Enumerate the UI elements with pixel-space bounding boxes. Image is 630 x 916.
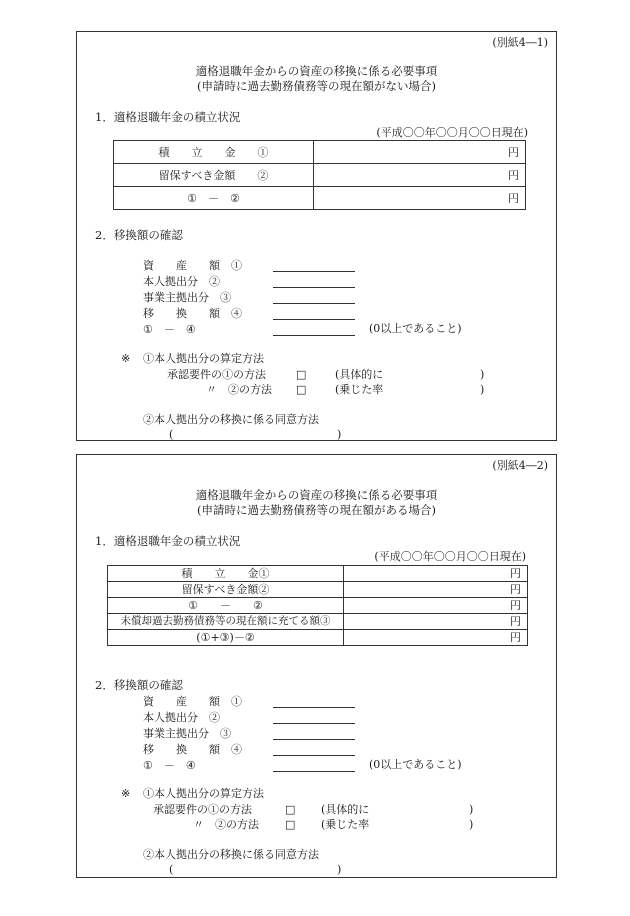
section1-heading: 1．適格退職年金の積立状況 xyxy=(95,110,241,124)
consent-title: ②本人拠出分の移換に係る同意方法 xyxy=(143,413,319,426)
item-label: 本人拠出分 ② xyxy=(143,275,220,288)
input-line[interactable] xyxy=(273,771,355,772)
method1-checkbox[interactable]: □ xyxy=(285,803,296,816)
row-label: (①+③)－② xyxy=(108,630,344,646)
amount-cell[interactable]: 円 xyxy=(344,598,528,614)
input-line[interactable] xyxy=(273,319,355,320)
consent-open: ( xyxy=(169,428,174,441)
item-label: 本人拠出分 ② xyxy=(143,711,220,724)
form-ref: (別紙4―1) xyxy=(492,36,548,49)
form-4-2 xyxy=(76,454,557,878)
table-row xyxy=(114,164,526,187)
amount-cell[interactable]: 円 xyxy=(314,141,526,164)
amount-cell[interactable]: 円 xyxy=(344,614,528,630)
method2-close: ) xyxy=(469,818,474,831)
table-row xyxy=(108,598,528,614)
form-title: 適格退職年金からの資産の移換に係る必要事項 xyxy=(195,64,438,78)
amount-cell[interactable]: 円 xyxy=(344,630,528,646)
item-label: ① － ④ xyxy=(143,323,196,336)
row-label: 留保すべき金額 ② xyxy=(114,164,314,187)
input-line[interactable] xyxy=(273,707,355,708)
as-of-date: (平成〇〇年〇〇月〇〇日現在) xyxy=(376,126,528,139)
table-row xyxy=(114,187,526,210)
method2-label: 〃 ②の方法 xyxy=(193,818,259,831)
table-row xyxy=(108,630,528,646)
section2-heading: 2．移換額の確認 xyxy=(95,678,183,692)
row-label: ① － ② xyxy=(108,598,344,614)
method1-label: 承認要件の①の方法 xyxy=(153,803,252,816)
consent-close: ) xyxy=(337,428,342,441)
input-line[interactable] xyxy=(273,287,355,288)
table-row xyxy=(108,614,528,630)
section2-heading: 2．移換額の確認 xyxy=(95,228,183,242)
table-row xyxy=(114,141,526,164)
consent-open: ( xyxy=(169,863,174,876)
row-label: 未償却過去勤務債務等の現在額に充てる額③ xyxy=(108,614,344,630)
method2-detail: (乗じた率 xyxy=(321,818,370,831)
item-label: 移 換 額 ④ xyxy=(143,743,242,756)
input-line[interactable] xyxy=(273,303,355,304)
item-label: 移 換 額 ④ xyxy=(143,307,242,320)
nonneg-note: (0以上であること) xyxy=(369,322,462,335)
balance-table xyxy=(113,140,526,210)
input-line[interactable] xyxy=(273,739,355,740)
balance-table xyxy=(107,565,528,646)
item-label: 事業主拠出分 ③ xyxy=(143,291,231,304)
calc-method-title: ①本人拠出分の算定方法 xyxy=(143,787,264,800)
input-line[interactable] xyxy=(273,271,355,272)
section1-heading: 1．適格退職年金の積立状況 xyxy=(95,534,241,548)
table-row xyxy=(108,566,528,582)
item-label: ① － ④ xyxy=(143,759,196,772)
form-ref: (別紙4―2) xyxy=(492,459,548,472)
amount-cell[interactable]: 円 xyxy=(314,187,526,210)
method1-label: 承認要件の①の方法 xyxy=(167,368,266,381)
calc-method-title: ①本人拠出分の算定方法 xyxy=(143,352,264,365)
item-label: 事業主拠出分 ③ xyxy=(143,727,231,740)
method2-label: 〃 ②の方法 xyxy=(206,383,272,396)
table-row xyxy=(108,582,528,598)
input-line[interactable] xyxy=(273,335,355,336)
method1-detail: (具体的に xyxy=(321,803,370,816)
item-label: 資 産 額 ① xyxy=(143,695,242,708)
amount-cell[interactable]: 円 xyxy=(344,582,528,598)
amount-cell[interactable]: 円 xyxy=(344,566,528,582)
row-label: 積 立 金 ① xyxy=(114,141,314,164)
input-line[interactable] xyxy=(273,755,355,756)
method1-detail: (具体的に xyxy=(335,368,384,381)
item-label: 資 産 額 ① xyxy=(143,259,242,272)
method2-checkbox[interactable]: □ xyxy=(296,383,307,396)
method1-close: ) xyxy=(480,368,485,381)
row-label: ① － ② xyxy=(114,187,314,210)
input-line[interactable] xyxy=(273,723,355,724)
form-subtitle: (申請時に過去勤務債務等の現在額がある場合) xyxy=(197,503,436,517)
as-of-date: (平成〇〇年〇〇月〇〇日現在) xyxy=(374,550,526,563)
form-subtitle: (申請時に過去勤務債務等の現在額がない場合) xyxy=(197,79,436,93)
consent-close: ) xyxy=(337,863,342,876)
consent-title: ②本人拠出分の移換に係る同意方法 xyxy=(143,848,319,861)
nonneg-note: (0以上であること) xyxy=(369,758,462,771)
note-mark: ※ xyxy=(121,352,131,365)
amount-cell[interactable]: 円 xyxy=(314,164,526,187)
row-label: 積 立 金① xyxy=(108,566,344,582)
note-mark: ※ xyxy=(121,787,131,800)
method2-close: ) xyxy=(480,383,485,396)
method2-checkbox[interactable]: □ xyxy=(285,818,296,831)
method2-detail: (乗じた率 xyxy=(335,383,384,396)
row-label: 留保すべき金額② xyxy=(108,582,344,598)
form-title: 適格退職年金からの資産の移換に係る必要事項 xyxy=(195,488,438,502)
method1-checkbox[interactable]: □ xyxy=(296,368,307,381)
method1-close: ) xyxy=(469,803,474,816)
form-4-1 xyxy=(76,31,557,441)
